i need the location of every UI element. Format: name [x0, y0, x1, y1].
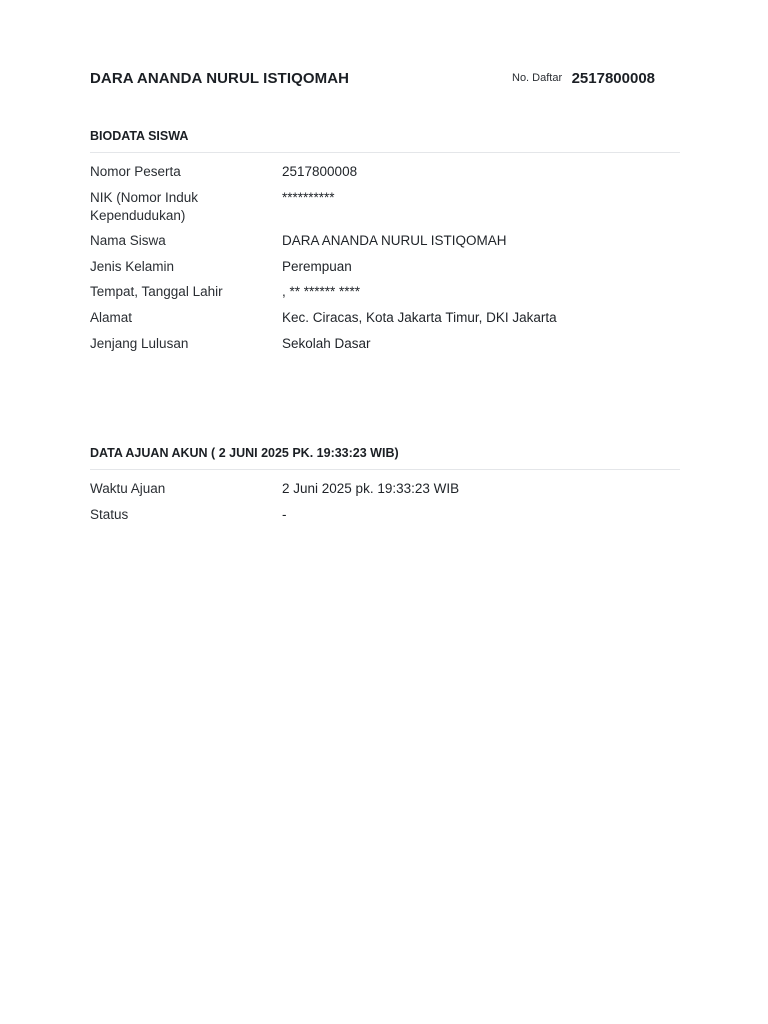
field-value: 2 Juni 2025 pk. 19:33:23 WIB: [282, 481, 460, 496]
biodata-section-title: BIODATA SISWA: [90, 129, 189, 143]
biodata-row-tempat-tanggal-lahir: [90, 283, 680, 301]
field-label: Waktu Ajuan: [90, 481, 166, 496]
ajuan-section-title: DATA AJUAN AKUN ( 2 JUNI 2025 PK. 19:33:23 WIB): [90, 446, 399, 460]
field-label: Nomor Peserta: [90, 164, 181, 179]
field-value: -: [282, 506, 287, 522]
biodata-rows: [90, 163, 680, 353]
section-divider: [90, 152, 680, 153]
biodata-row-nik: [90, 189, 680, 225]
field-value: **********: [282, 189, 335, 205]
field-value: Sekolah Dasar: [282, 335, 371, 351]
field-label: Jenis Kelamin: [90, 258, 175, 274]
field-value: Perempuan: [282, 258, 352, 274]
field-label: Status: [90, 506, 129, 522]
student-name-heading: DARA ANANDA NURUL ISTIQOMAH: [90, 70, 350, 87]
ajuan-section: [90, 443, 680, 531]
biodata-row-jenjang-lulusan: [90, 335, 680, 353]
biodata-row-nomor-peserta: [90, 163, 680, 181]
ajuan-rows: [90, 480, 680, 524]
field-label: Alamat: [90, 309, 133, 325]
registration-number-label: No. Daftar: [512, 72, 563, 84]
field-value: , ** ****** ****: [282, 284, 361, 300]
field-label: Tempat, Tanggal Lahir: [90, 284, 223, 300]
field-value: Kec. Ciracas, Kota Jakarta Timur, DKI Jakarta: [282, 309, 557, 325]
ajuan-row-waktu-ajuan: [90, 480, 680, 498]
biodata-row-nama-siswa: [90, 232, 680, 250]
registration-number: [512, 70, 655, 88]
field-value: DARA ANANDA NURUL ISTIQOMAH: [282, 233, 507, 249]
field-label: NIK (Nomor Induk Kependudukan): [90, 189, 199, 223]
document-header: [90, 70, 680, 94]
field-value: 2517800008: [282, 164, 358, 179]
ajuan-row-status: [90, 506, 680, 524]
field-label: Jenjang Lulusan: [90, 335, 189, 351]
registration-number-value: 2517800008: [571, 70, 656, 87]
biodata-row-alamat: [90, 309, 680, 327]
biodata-row-jenis-kelamin: [90, 258, 680, 276]
biodata-section: [90, 126, 680, 360]
section-divider: [90, 469, 680, 470]
field-label: Nama Siswa: [90, 233, 166, 249]
